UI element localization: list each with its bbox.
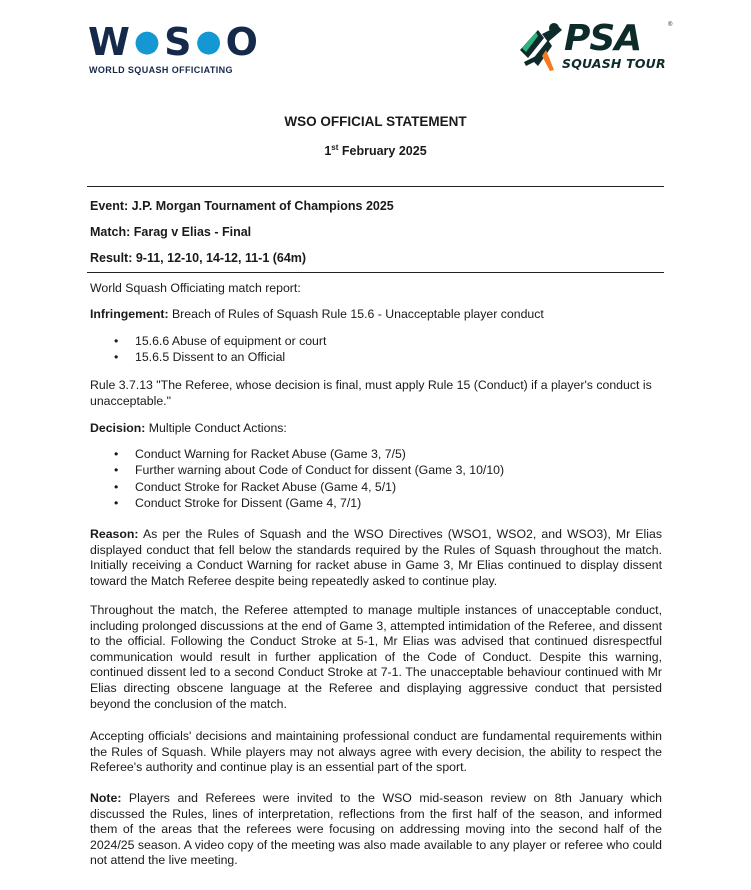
document-date: 1st February 2025 (324, 143, 427, 159)
psa-subtitle: SQUASH TOUR (562, 56, 666, 71)
infringement-line: Infringement: Breach of Rules of Squash Rule 15.6 - Unacceptable player conduct (90, 307, 544, 321)
decision-list (90, 446, 650, 511)
list-item: • 15.6.6 Abuse of equipment or court (114, 334, 327, 348)
wso-logo-wordmark: W ●S ●O (88, 20, 259, 64)
report-intro: World Squash Officiating match report: (90, 281, 301, 295)
wso-logo (88, 20, 259, 76)
match-line: Match: Farag v Elias - Final (90, 225, 252, 239)
infringement-list (90, 333, 650, 366)
psa-wordmark: PSA (564, 18, 642, 59)
document-title: WSO OFFICIAL STATEMENT (284, 114, 467, 129)
registered-mark: ® (668, 22, 673, 28)
wso-logo-subtitle: WORLD SQUASH OFFICIATING (89, 65, 233, 75)
list-item: • Conduct Warning for Racket Abuse (Game 3, 7/5) (114, 447, 406, 461)
psa-squash-tour-logo (518, 20, 674, 72)
list-item: • Conduct Stroke for Dissent (Game 4, 7/1) (114, 495, 362, 510)
list-item: • Further warning about Code of Conduct for dissent (Game 3, 10/10) (114, 463, 505, 478)
conduct-paragraph: Throughout the match, the Referee attempted to manage multiple instances of unacceptable conduct, including prolonged discussions at the end of Game 3, attempted intimidation of the Referee, and dissent to the official. Following the Conduct Stroke at 5-1, Mr Elias was advised that continued disrespectful communication would result in further application of the Code of Conduct. Despite this warning, continued dissent led to a second Conduct Stroke at 7-1. The unacceptable behaviour continued with Mr Elias directing obscene language at the Referee and displaying aggressive conduct that persisted beyond the conclusion of the match. (90, 603, 662, 711)
rule-quote: Rule 3.7.13 "The Referee, whose decision is final, must apply Rule 15 (Conduct) if a player's conduct is unacceptable." (90, 378, 652, 408)
decision-line: Decision: Multiple Conduct Actions: (90, 421, 287, 435)
reason-paragraph: Reason: As per the Rules of Squash and the WSO Directives (WSO1, WSO2, and WSO3), Mr Elias displayed conduct that fell below the standards required by the Rules of Squash throughout the match. Initially receiving a Conduct Warning for racket abuse in Game 3, Mr Elias continued to display dissent toward the Match Referee despite being repeatedly asked to continue play. (90, 527, 662, 588)
divider-bottom (87, 272, 664, 273)
event-line: Event: J.P. Morgan Tournament of Champions 2025 (90, 199, 394, 213)
note-paragraph: Note: Players and Referees were invited to the WSO mid-season review on 8th January which discussed the Rules, lines of interpretation, reflections from the first half of the season, and informed them of the areas that the referees were focusing on addressing moving into the second half of the 2024/25 season. A video copy of the meeting was also made available to any player or referee who could not attend the live meeting. (90, 791, 662, 868)
list-item: • 15.6.5 Dissent to an Official (114, 350, 286, 365)
accepting-paragraph: Accepting officials' decisions and maintaining professional conduct are fundamental requirements within the Rules of Squash. While players may not always agree with every decision, the ability to respect the Referee's authority and continue play is an essential part of the sport. (90, 729, 662, 775)
list-item: • Conduct Stroke for Racket Abuse (Game 4, 5/1) (114, 479, 397, 494)
result-line: Result: 9-11, 12-10, 14-12, 11-1 (64m) (90, 251, 307, 265)
divider-top (87, 186, 664, 187)
